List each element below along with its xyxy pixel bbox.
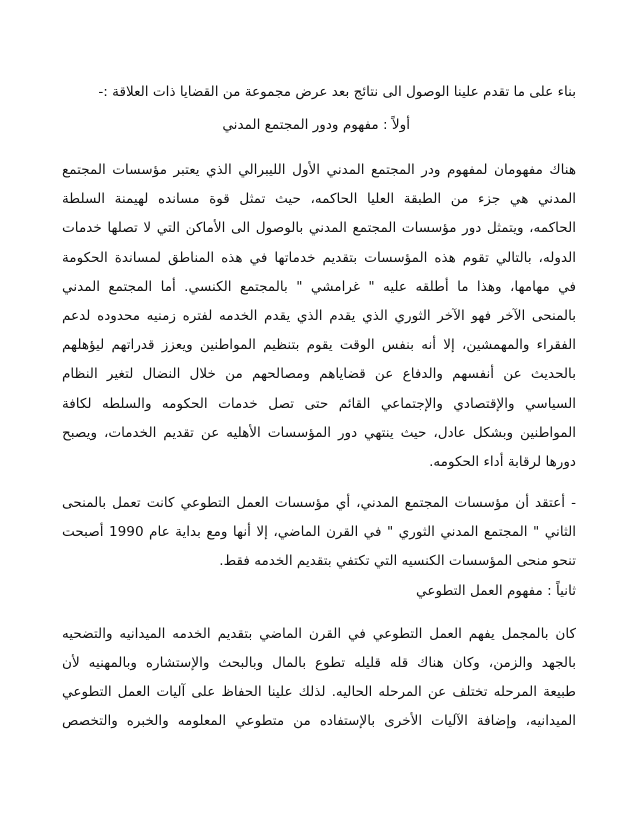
paragraph-line: الثاني " المجتمع المدني الثوري " في القرن الماضي، إلا أنها ومع بداية عام 1990 أصبحت [62,524,576,541]
intro-line: بناء على ما تقدم علينا الوصول الى نتائج بعد عرض مجموعة من القضايا ذات العلاقة :- [98,84,576,100]
heading-first-section: أولاً : مفهوم ودور المجتمع المدني [222,117,410,133]
paragraph-line: هناك مفهومان لمفهوم ودر المجتمع المدني الأول الليبرالي الذي يعتبر مؤسسات المجتمع [62,162,576,178]
paragraph-line: السياسي والإقتصادي والإجتماعي القائم حتى تصل خدمات الحكومه والسلطه لكافة [62,395,576,412]
paragraph-line: الحاكمه، ويتمثل دور مؤسسات المجتمع المدني بالوصول الى الأماكن التي لا تصلها خدمات [62,220,576,237]
paragraph-line: بالجهد والزمن، وكان هناك قله قليله تطوع بالمال وبالبحث والإستشاره وبالمهنيه لأن [62,654,576,671]
heading-second-section: ثانياً : مفهوم العمل التطوعي [416,582,576,599]
paragraph-line: تنحو منحى المؤسسات الكنسيه التي تكتفي بتقديم الخدمه فقط. [219,553,576,570]
document-page [62,78,576,736]
paragraph-line: المواطنين وبشكل عادل، حيث ينتهي دور المؤسسات الأهليه عن تقديم الخدمات، ويصبح [62,424,576,441]
paragraph-volunteer-work [62,620,576,737]
paragraph-line: طبيعة المرحله تختلف عن المرحله الحاليه. لذلك علينا الحفاظ على آليات العمل التطوعي [62,684,576,700]
paragraph-line: دورها لرقابة أداء الحكومه. [429,453,576,470]
paragraph-line: كان بالمجمل يفهم العمل التطوعي في القرن الماضي بتقديم الخدمه الميدانيه والتضحيه [62,625,576,642]
paragraph-opinion [62,489,576,577]
paragraph-line: - أعتقد أن مؤسسات المجتمع المدني، أي مؤسسات العمل التطوعي كانت تعمل بالمنحى [62,495,576,512]
paragraph-line: بالمنحى الآخر فهو الآخر الثوري الذي يقدم الذي يقدم الخدمه لفتره زمنيه محدوده لدعم [62,307,576,324]
paragraph-line: الدوله، بالتالي تقوم هذه المؤسسات بتقديم خدماتها في هذه المناطق لمساندة الحكومة [62,249,576,266]
paragraph-civil-society [62,156,576,477]
paragraph-line: الميدانيه، وإضافة الآليات الأخرى بالإستفاده من متطوعي المعلومه والخبره والتخصص [62,713,576,730]
paragraph-line: في مهامها، وهذا ما أطلقه عليه " غرامشي " بالمجتمع الكنسي. أما المجتمع المدني [62,278,576,295]
paragraph-line: الفقراء والمهمشين، إلا أنه بنفس الوقت يقوم بتنظيم المواطنين ويعزز قدراتهم ليؤهلهم [62,337,576,354]
paragraph-line: بالحديث عن أنفسهم والدفاع عن قضاياهم ومصالحهم من خلال النضال لتغير النظام [62,366,576,383]
paragraph-line: المدني هي جزء من الطبقة العليا الحاكمه، حيث تمثل قوة مسانده لهيمنة السلطة [62,191,576,208]
